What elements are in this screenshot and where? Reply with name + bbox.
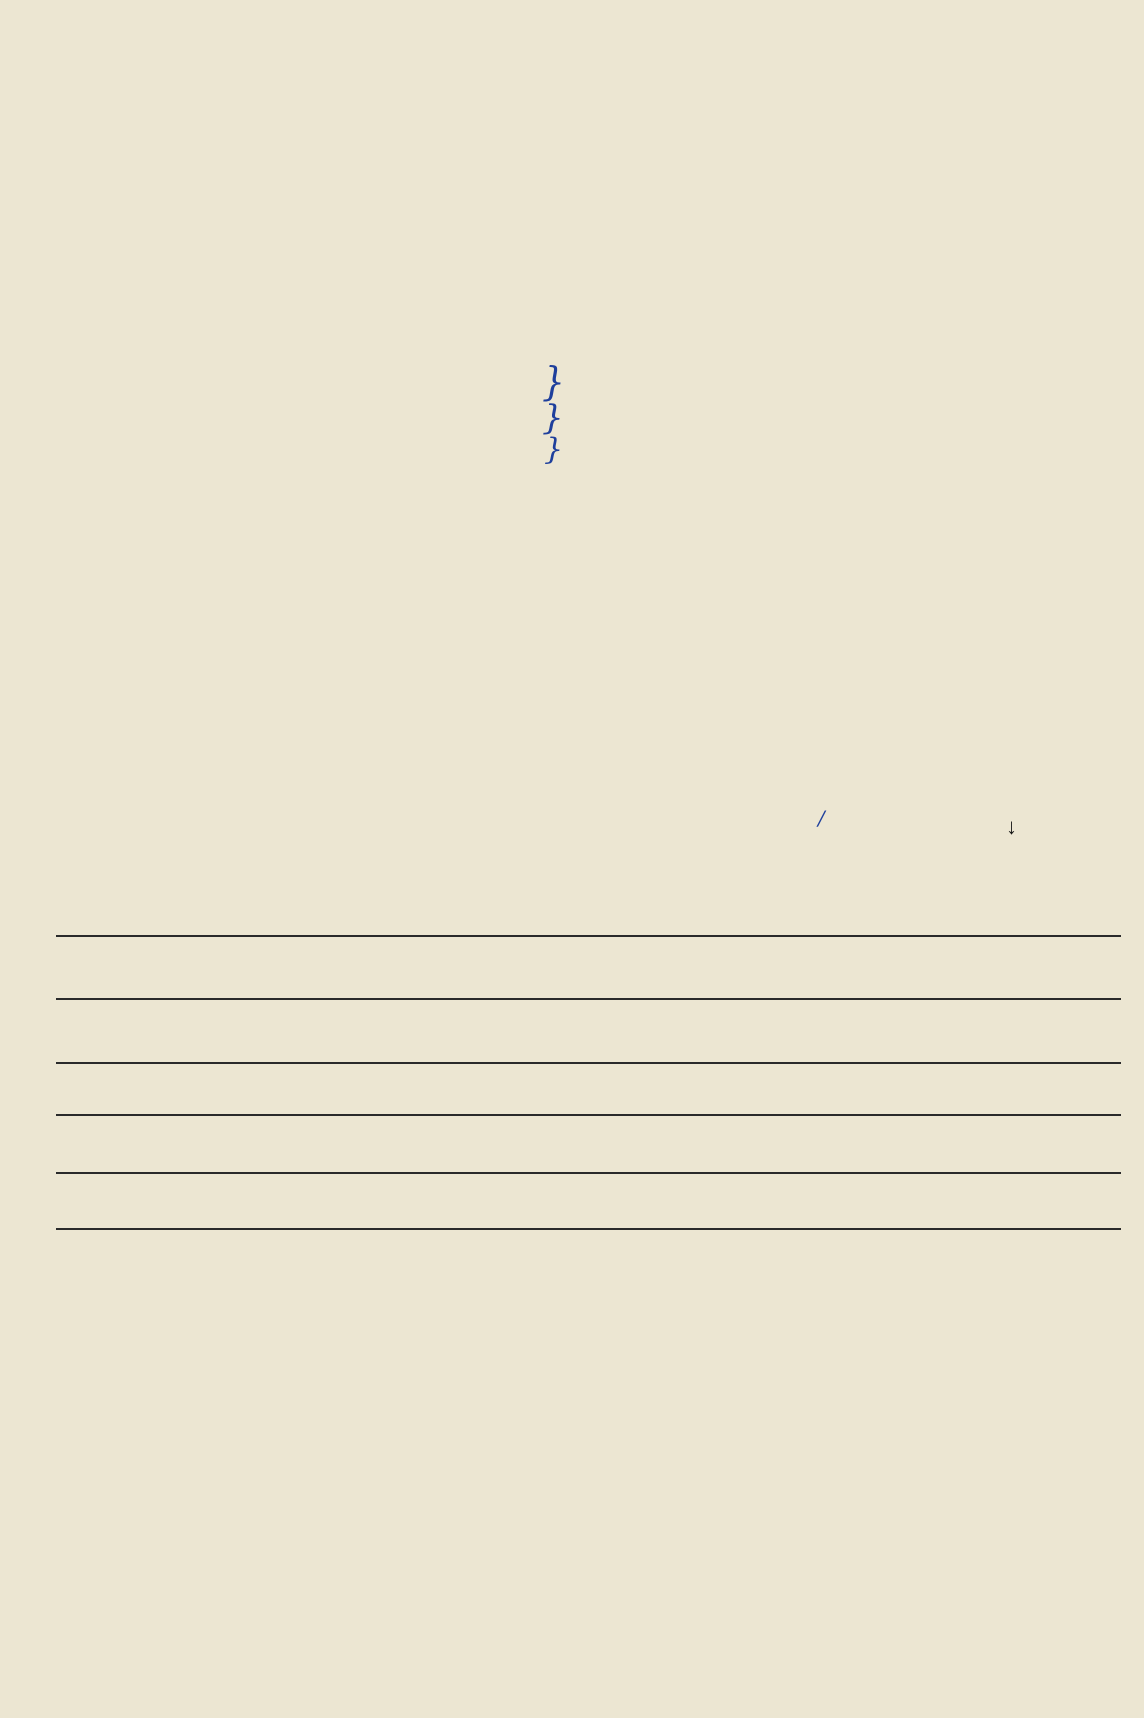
brace-bottom: } [544,432,564,467]
note2b-rule [56,1062,1121,1064]
note2-rule [56,998,1121,1000]
arrow-down-icon: ↓ [1006,814,1017,839]
note4-rule [56,1172,1121,1174]
entw-check: / [818,806,825,830]
note1-rule [56,935,1121,937]
note5-rule [56,1228,1121,1230]
brace-top: } [542,359,565,406]
brace-mid: } [542,398,564,438]
note3-rule [56,1114,1121,1116]
